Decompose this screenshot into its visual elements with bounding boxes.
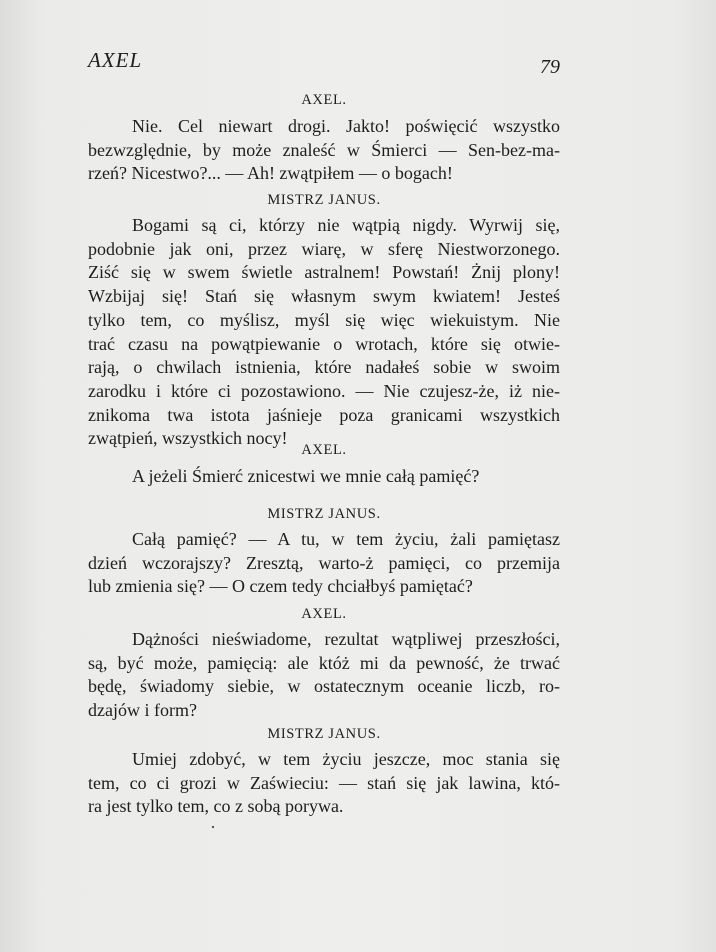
text-line: będę, świadomy siebie, w ostatecznym oceanie liczb, ro-	[88, 676, 560, 697]
print-mark	[212, 826, 214, 828]
text-line: podobnie jak oni, przez wiarę, w sferę Niestworzonego.	[88, 238, 560, 259]
speaker-heading: AXEL.	[301, 92, 347, 108]
text-line: Umiej zdobyć, w tem życiu jeszcze, moc stania się	[132, 749, 560, 769]
text-line: tylko tem, co myślisz, myśl się więc wiekuistym. Nie	[88, 309, 560, 330]
text-line: Nie. Cel niewart drogi. Jakto! poświęcić wszystko	[132, 116, 560, 136]
text-line: Ziść się w swem świetle astralnem! Powstań! Żnij plony!	[88, 262, 560, 283]
text-line: tem, co ci grozi w Zaświeciu: — stań się jak lawina, któ-	[88, 772, 560, 793]
text-line: A jeżeli Śmierć znicestwi we mnie całą pamięć?	[132, 466, 480, 486]
speech-paragraph	[88, 465, 560, 489]
text-line: rają, o chwilach istnienia, które nadałeś sobie w swoim	[88, 357, 560, 378]
text-line: Całą pamięć? — A tu, w tem życiu, żali pamiętasz	[132, 529, 560, 549]
page-number: 79	[540, 56, 560, 78]
text-line: dzajów i form?	[88, 700, 197, 721]
text-line: Bogami są ci, którzy nie wątpią nigdy. Wyrwij się,	[132, 215, 560, 235]
speech-paragraph	[88, 528, 560, 599]
speaker-heading: MISTRZ JANUS.	[267, 726, 381, 742]
speech-paragraph	[88, 115, 560, 186]
text-line: lub zmienia się? — O czem tedy chciałbyś pamiętać?	[88, 576, 473, 597]
text-line: zarodku i które ci pozostawiono. — Nie czujesz-że, iż nie-	[88, 380, 560, 401]
text-line: znikoma twa istota jaśnieje poza granicami wszystkich	[88, 404, 560, 425]
text-line: bezwzględnie, by może znaleść w Śmierci — Sen-bez-ma-	[88, 139, 560, 160]
text-line: są, być może, pamięcią: ale któż mi da pewność, że trwać	[88, 652, 560, 673]
running-title: AXEL	[88, 48, 143, 72]
speaker-heading: MISTRZ JANUS.	[267, 192, 381, 208]
speaker-heading: MISTRZ JANUS.	[267, 506, 381, 522]
speech-paragraph	[88, 748, 560, 819]
text-line: ra jest tylko tem, co z sobą porywa.	[88, 796, 344, 817]
text-line: dzień wczorajszy? Zresztą, warto-ż pamięci, co przemija	[88, 552, 560, 573]
text-line: Wzbijaj się! Stań się własnym swym kwiatem! Jesteś	[88, 286, 560, 307]
text-line: Dążności nieświadome, rezultat wątpliwej przeszłości,	[132, 629, 560, 649]
text-line: zwątpień, wszystkich nocy!	[88, 428, 288, 449]
speaker-heading: AXEL.	[301, 606, 347, 622]
text-line: trać czasu na powątpiewanie o wrotach, które się otwie-	[88, 333, 560, 354]
speaker-heading: AXEL.	[301, 442, 347, 458]
speech-paragraph	[88, 214, 560, 451]
text-line: rzeń? Nicestwo?... — Ah! zwątpiłem — o bogach!	[88, 163, 453, 184]
speech-paragraph	[88, 628, 560, 723]
